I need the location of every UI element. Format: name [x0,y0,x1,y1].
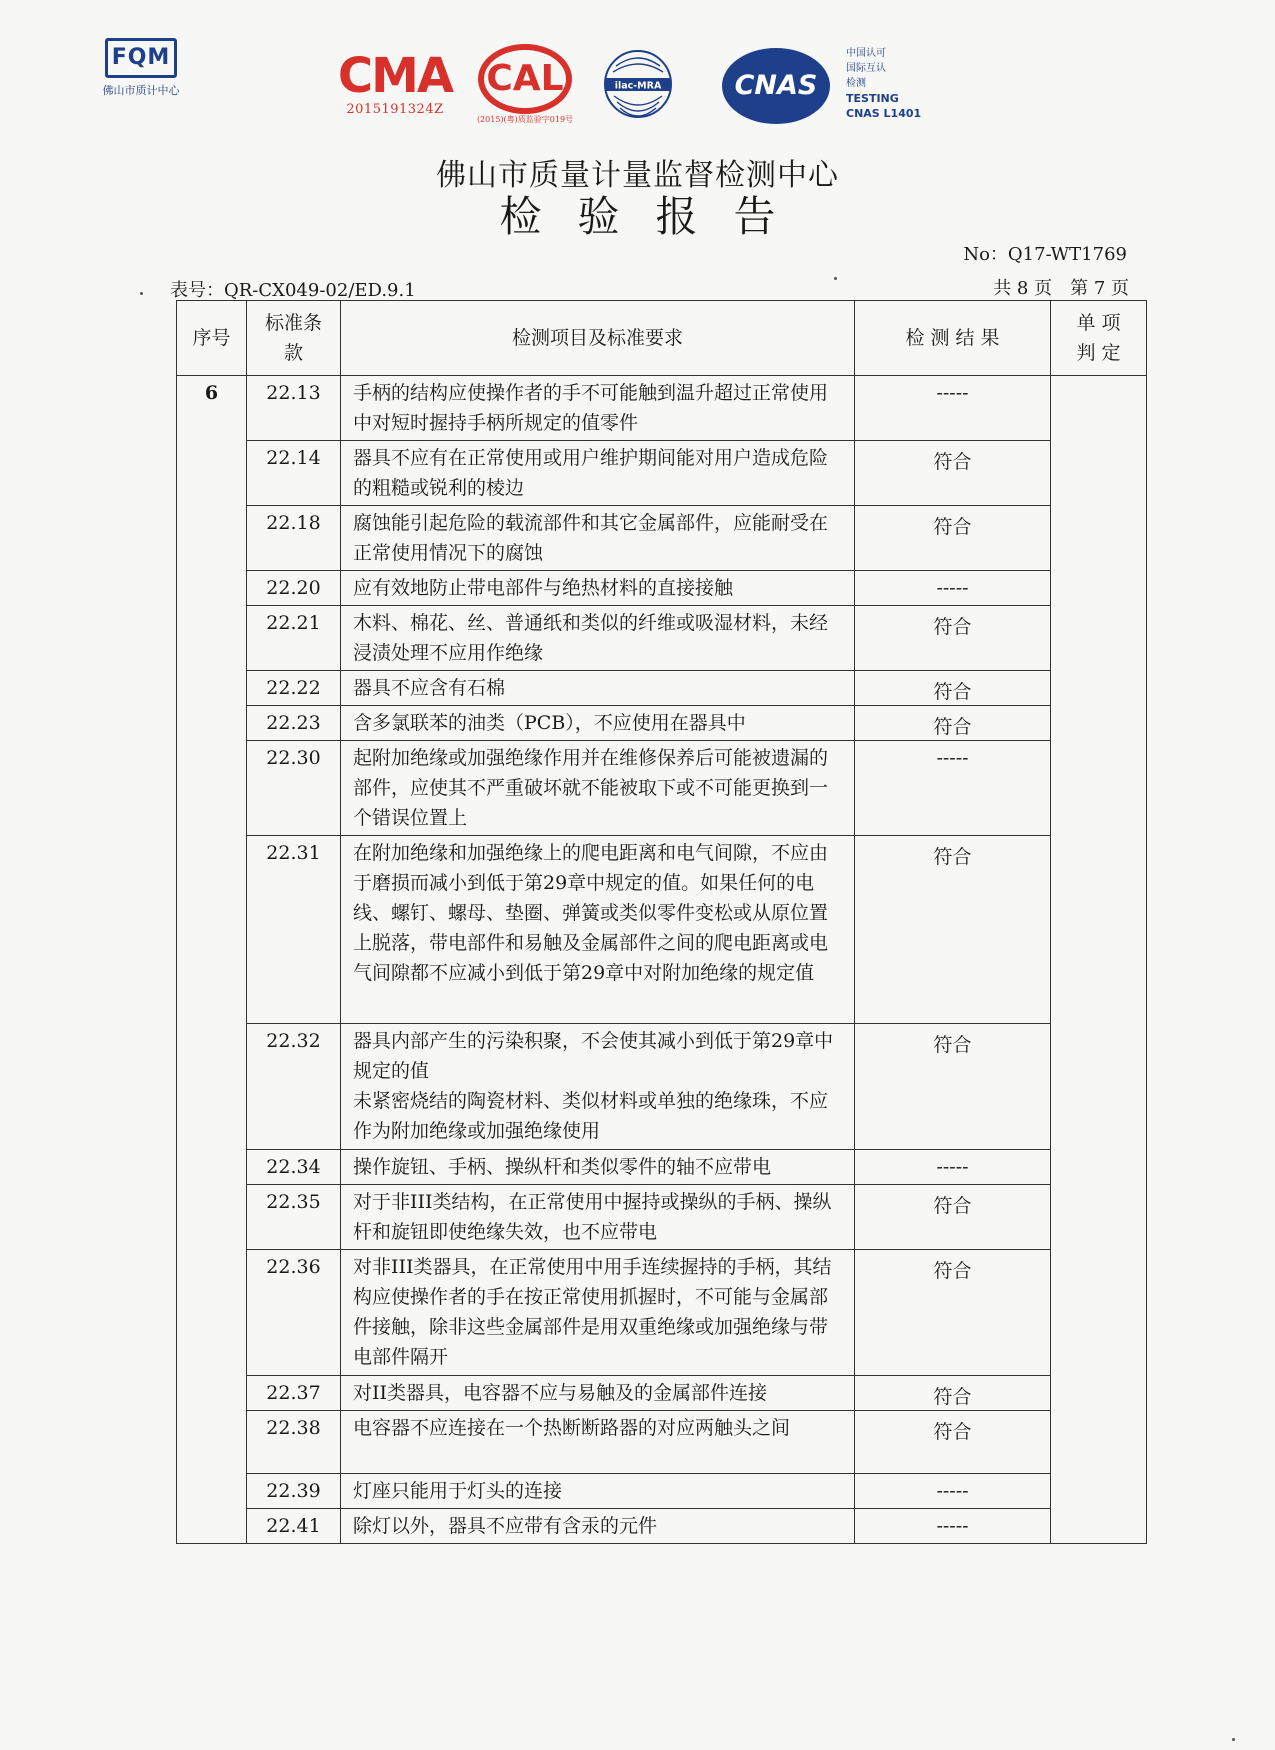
clause-cell: 22.23 [247,706,341,741]
cnas-line: 中国认可 [846,48,886,59]
requirement-cell: 器具不应含有石棉 [341,671,855,706]
cma-logo-mark: CMA [337,48,453,104]
requirement-cell: 含多氯联苯的油类（PCB），不应使用在器具中 [341,706,855,741]
cal-logo [472,44,578,125]
requirement-cell: 应有效地防止带电部件与绝热材料的直接接触 [341,571,855,606]
table-row [177,706,1147,741]
scan-speck [140,292,143,295]
requirement-cell: 对于非III类结构，在正常使用中握持或操纵的手柄、操纵杆和旋钮即使绝缘失效，也不应带电 [341,1185,855,1250]
verdict-cell [1051,376,1147,1544]
result-cell: 符合 [855,1024,1051,1150]
clause-cell: 22.38 [247,1411,341,1474]
cnas-line: CNAS L1401 [846,107,922,120]
cal-logo-mark: CAL [478,44,572,114]
table-header-row [177,301,1147,376]
result-cell: ----- [855,1474,1051,1509]
header-clause: 标准条款 [247,301,341,376]
requirement-cell: 起附加绝缘或加强绝缘作用并在维修保养后可能被遗漏的部件，应使其不严重破坏就不能被取下或不可能更换到一个错误位置上 [341,741,855,836]
clause-cell: 22.20 [247,571,341,606]
result-cell: ----- [855,1509,1051,1544]
table-row [177,1376,1147,1411]
table-row [177,1250,1147,1376]
table-row [177,741,1147,836]
fqm-logo [96,38,186,98]
requirement-cell: 电容器不应连接在一个热断断路器的对应两触头之间 [341,1411,855,1474]
report-title: 检验报告 [499,192,812,241]
table-row [177,606,1147,671]
table-row [177,1150,1147,1185]
clause-cell: 22.14 [247,441,341,506]
cnas-line: 检测 [846,78,866,89]
clause-cell: 22.36 [247,1250,341,1376]
requirement-cell: 对非III类器具，在正常使用中用手连续握持的手柄，其结构应使操作者的手在按正常使用抓握时，不可能与金属部件接触，除非这些金属部件是用双重绝缘或加强绝缘与带电部件隔开 [341,1250,855,1376]
requirement-paragraph: 未紧密烧结的陶瓷材料、类似材料或单独的绝缘珠，不应作为附加绝缘或加强绝缘使用 [353,1090,829,1142]
inspection-table [176,300,1147,1544]
table-row [177,571,1147,606]
fqm-logo-caption: 佛山市质计中心 [102,84,180,97]
requirement-cell: 操作旋钮、手柄、操纵杆和类似零件的轴不应带电 [341,1150,855,1185]
requirement-cell: 在附加绝缘和加强绝缘上的爬电距离和电气间隙，不应由于磨损而减小到低于第29章中规定的值。如果任何的电线、螺钉、螺母、垫圈、弹簧或类似零件变松或从原位置上脱落，带电部件和易触及金属部件之间的爬电距离或电气间隙都不应减小到低于第29章中对附加绝缘的规定值 [341,836,855,1024]
header-requirement: 检测项目及标准要求 [341,301,855,376]
requirement-cell: 对II类器具，电容器不应与易触及的金属部件连接 [341,1376,855,1411]
scan-speck [834,277,837,280]
scan-speck [1232,1738,1235,1741]
table-row [177,506,1147,571]
table-row [177,1024,1147,1150]
clause-cell: 22.30 [247,741,341,836]
cnas-logo-oval [722,48,830,124]
header-result: 检 测 结 果 [855,301,1051,376]
header-verdict: 单 项 判 定 [1051,301,1147,376]
cnas-line: TESTING [846,92,899,105]
ilac-mra-icon [602,44,674,126]
requirement-cell: 手柄的结构应使操作者的手不可能触到温升超过正常使用中对短时握持手柄所规定的值零件 [341,376,855,441]
clause-cell: 22.34 [247,1150,341,1185]
result-cell: 符合 [855,706,1051,741]
table-row [177,441,1147,506]
header-seq: 序号 [177,301,247,376]
cnas-logo-mark: CNAS [734,70,818,101]
cma-number: 2015191324Z [346,102,444,117]
table-row [177,376,1147,441]
clause-cell: 22.13 [247,376,341,441]
clause-cell: 22.37 [247,1376,341,1411]
result-cell: 符合 [855,606,1051,671]
table-row [177,836,1147,1024]
result-cell: 符合 [855,1376,1051,1411]
table-row [177,1509,1147,1544]
table-row [177,1185,1147,1250]
clause-cell: 22.32 [247,1024,341,1150]
ilac-mra-logo [602,44,674,126]
clause-cell: 22.21 [247,606,341,671]
cnas-line: 国际互认 [846,63,886,74]
clause-cell: 22.31 [247,836,341,1024]
requirement-cell: 除灯以外，器具不应带有含汞的元件 [341,1509,855,1544]
result-cell: 符合 [855,506,1051,571]
cma-logo [336,44,454,117]
cal-number: (2015)(粤)质监验字019号 [476,115,574,124]
report-number: No：Q17-WT1769 [963,244,1127,265]
requirement-cell: 器具不应有在正常使用或用户维护期间能对用户造成危险的粗糙或锐利的棱边 [341,441,855,506]
table-row [177,1411,1147,1474]
ilac-mra-text: ilac-MRA [614,80,662,92]
requirement-cell: 木料、棉花、丝、普通纸和类似的纤维或吸湿材料，未经浸渍处理不应用作绝缘 [341,606,855,671]
form-number: 表号：QR-CX049-02/ED.9.1 [170,280,416,301]
clause-cell: 22.41 [247,1509,341,1544]
requirement-paragraph: 器具内部产生的污染积聚，不会使其减小到低于第29章中规定的值 [353,1030,834,1082]
table-row [177,671,1147,706]
page-indicator: 共 8 页 第 7 页 [993,278,1129,299]
organization-name: 佛山市质量计量监督检测中心 [436,158,839,193]
result-cell: 符合 [855,441,1051,506]
seq-number: 6 [177,376,247,1544]
result-cell: 符合 [855,671,1051,706]
result-cell: ----- [855,376,1051,441]
table-row [177,1474,1147,1509]
cnas-logo [722,44,942,134]
requirement-cell: 灯座只能用于灯头的连接 [341,1474,855,1509]
result-cell: 符合 [855,1185,1051,1250]
result-cell: 符合 [855,1411,1051,1474]
clause-cell: 22.18 [247,506,341,571]
requirement-cell [341,1024,855,1150]
clause-cell: 22.39 [247,1474,341,1509]
result-cell: ----- [855,1150,1051,1185]
requirement-cell: 腐蚀能引起危险的载流部件和其它金属部件，应能耐受在正常使用情况下的腐蚀 [341,506,855,571]
result-cell: 符合 [855,836,1051,1024]
fqm-logo-mark: FQM [105,38,177,78]
cnas-logo-text [846,46,921,121]
result-cell: 符合 [855,1250,1051,1376]
clause-cell: 22.35 [247,1185,341,1250]
result-cell: ----- [855,571,1051,606]
result-cell: ----- [855,741,1051,836]
clause-cell: 22.22 [247,671,341,706]
